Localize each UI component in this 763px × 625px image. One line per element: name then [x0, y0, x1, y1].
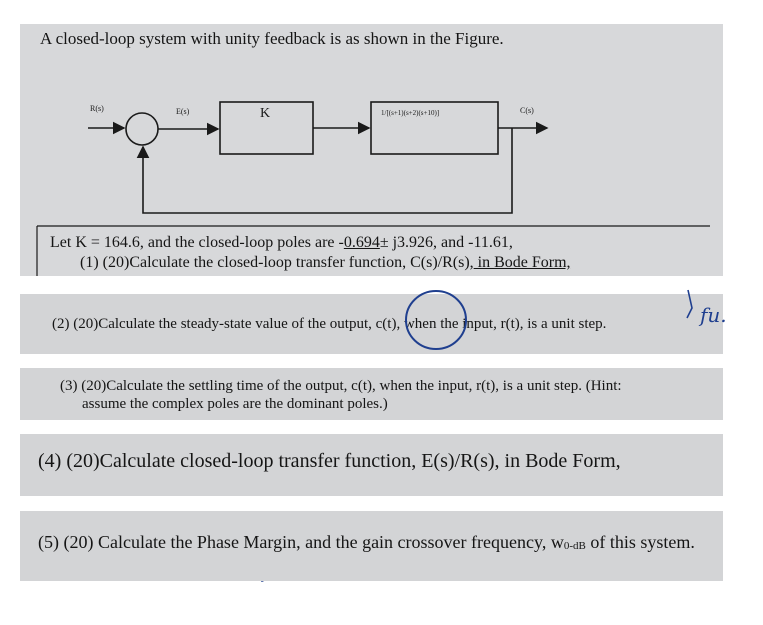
question-5-suffix: of this system. — [585, 532, 695, 552]
input-label: R(s) — [90, 104, 104, 113]
question-1-text: (1) (20)Calculate the closed-loop transfer function, C(s)/R(s), — [80, 254, 474, 271]
given-pole-value: 0.694 — [343, 234, 380, 251]
given-text — [50, 234, 513, 252]
question-3-line-1: (3) (20)Calculate the settling time of the output, c(t), when the input, r(t), is a unit step. (Hint: — [60, 378, 622, 394]
summing-junction — [126, 113, 158, 145]
gain-label: K — [260, 106, 271, 121]
feedback-path — [143, 128, 512, 213]
question-4: (4) (20)Calculate closed-loop transfer function, E(s)/R(s), in Bode Form, — [38, 450, 621, 472]
omega-symbol: w — [550, 532, 564, 552]
question-3-line-2: assume the complex poles are the dominant poles.) — [82, 396, 388, 412]
question-1 — [80, 254, 571, 272]
handwritten-note: fu. — [700, 303, 727, 327]
given-prefix: Let K = 164.6, and the closed-loop poles are - — [50, 234, 344, 251]
problem-intro: A closed-loop system with unity feedback is as shown in the Figure. — [40, 29, 504, 48]
error-label: E(s) — [176, 107, 190, 116]
question-5 — [38, 532, 695, 553]
output-label: C(s) — [520, 106, 534, 115]
plant-label: 1/[(s+1)(s+2)(s+10)] — [381, 109, 440, 117]
question-2: (2) (20)Calculate the steady-state value of the output, c(t), when the input, r(t), is a unit step. — [52, 316, 607, 332]
question-5-prefix: (5) (20) Calculate the Phase Margin, and the gain crossover frequency, — [38, 532, 551, 552]
given-suffix: ± j3.926, and -11.61, — [379, 234, 513, 251]
question-1-underlined: in Bode Form, — [473, 254, 571, 271]
omega-subscript: 0-dB — [563, 540, 586, 552]
